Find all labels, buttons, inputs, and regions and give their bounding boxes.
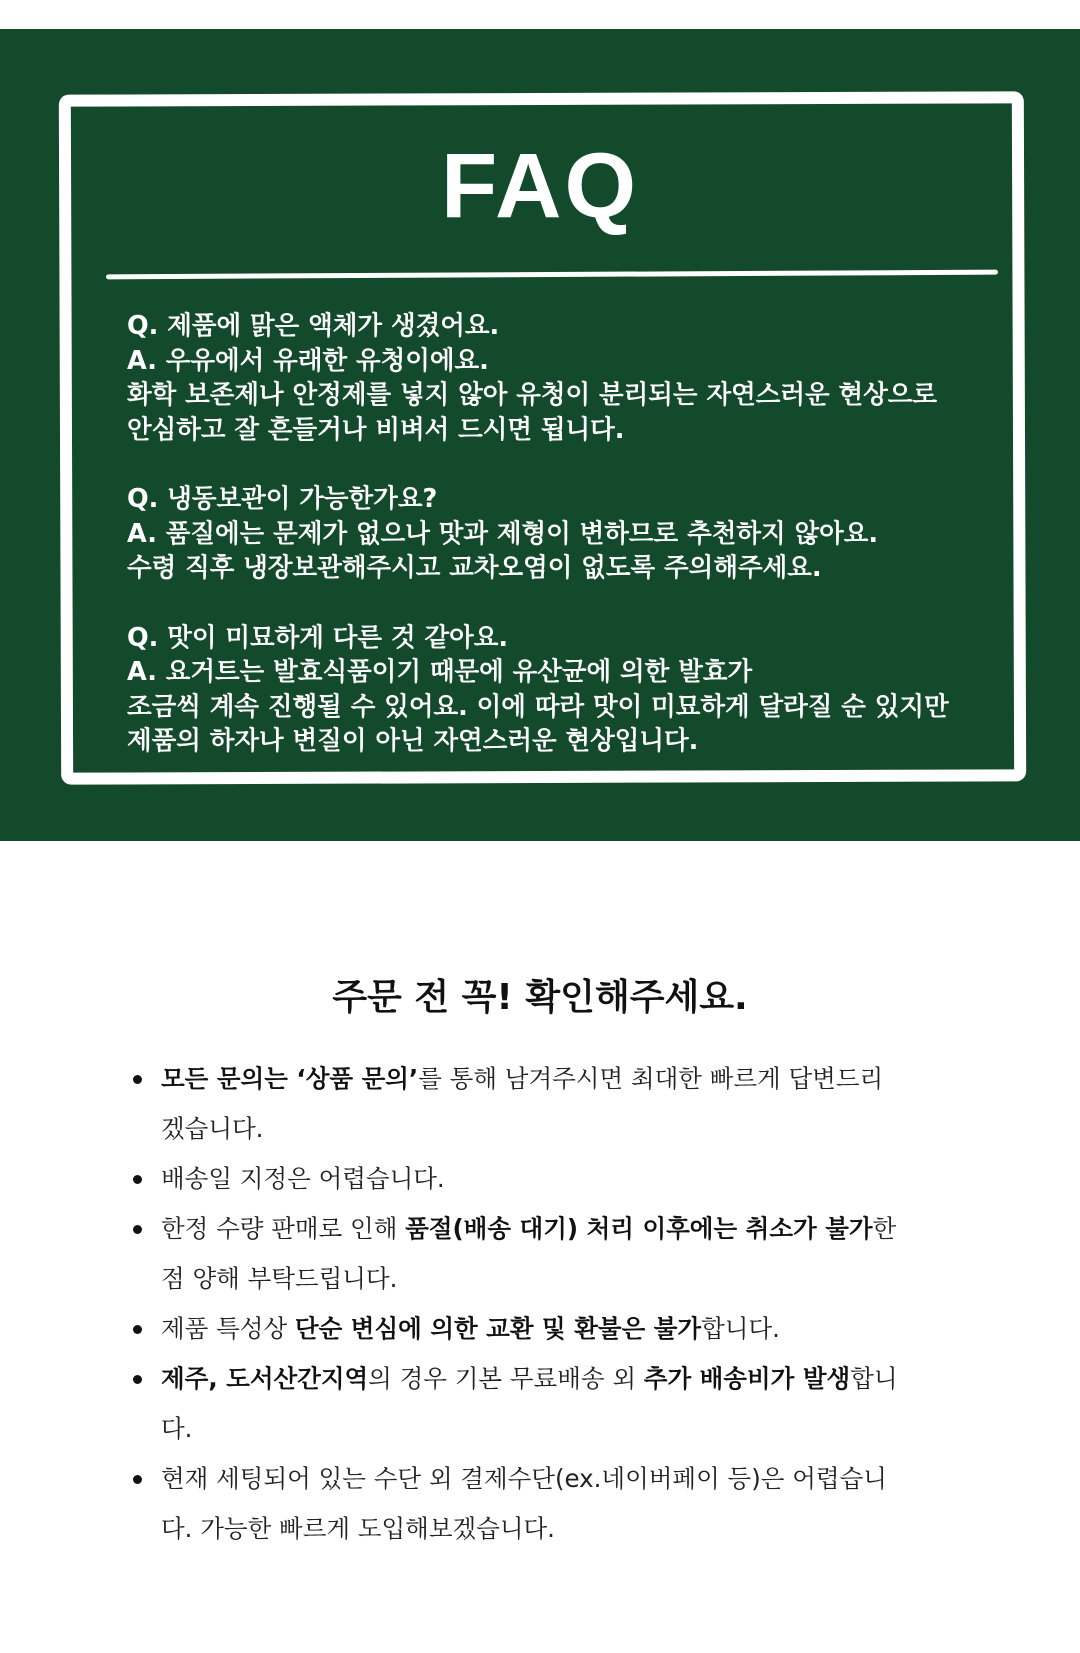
bullet-icon	[133, 1325, 142, 1334]
notice-text: 합니다.	[701, 1314, 780, 1343]
faq-title: FAQ	[440, 135, 640, 237]
bullet-icon	[133, 1375, 142, 1384]
notice-list	[131, 1054, 971, 1554]
faq-answer: A. 우유에서 유래한 유청이에요.	[127, 345, 489, 376]
faq-answer: A. 요거트는 발효식품이기 때문에 유산균에 의한 발효가	[127, 657, 753, 687]
bullet-icon	[133, 1075, 142, 1084]
notice-item	[131, 1354, 971, 1454]
faq-question: Q. 맛이 미묘하게 다른 것 같아요.	[127, 622, 509, 653]
faq-question: Q. 냉동보관이 가능한가요?	[127, 484, 438, 514]
notice-text: 다.	[161, 1414, 193, 1443]
faq-panel	[0, 29, 1080, 841]
faq-item	[127, 621, 1007, 759]
notice-text: 다. 가능한 빠르게 도입해보겠습니다.	[161, 1514, 555, 1543]
faq-body	[127, 309, 1007, 794]
notice-emphasis: 제주, 도서산간지역	[161, 1364, 369, 1393]
bullet-icon	[133, 1475, 142, 1484]
faq-item	[127, 309, 1007, 447]
faq-answer-line: 조금씩 계속 진행될 수 있어요. 이에 따라 맛이 미묘하게 달라질 순 있지만	[127, 691, 949, 722]
notice-text: 를 통해 남겨주시면 최대한 빠르게 답변드리	[418, 1064, 884, 1093]
notice-text: 현재 세팅되어 있는 수단 외 결제수단(ex.네이버페이 등)은 어렵습니	[161, 1464, 887, 1493]
faq-answer-line: 화학 보존제나 안정제를 넣지 않아 유청이 분리되는 자연스러운 현상으로	[127, 380, 938, 410]
faq-answer-line: 안심하고 잘 흔들거나 비벼서 드시면 됩니다.	[127, 414, 625, 445]
notice-emphasis: 품절(배송 대기) 처리 이후에는 취소가 불가	[405, 1214, 873, 1243]
faq-answer-line: 수령 직후 냉장보관해주시고 교차오염이 없도록 주의해주세요.	[127, 553, 822, 583]
faq-item	[127, 482, 1007, 586]
faq-question: Q. 제품에 맑은 액체가 생겼어요.	[127, 311, 500, 341]
bullet-icon	[133, 1175, 142, 1184]
notice-text: 제품 특성상	[161, 1314, 295, 1343]
notice-item	[131, 1454, 971, 1554]
notice-text: 겠습니다.	[161, 1114, 264, 1143]
notice-item	[131, 1204, 971, 1304]
notice-emphasis: 단순 변심에 의한 교환 및 환불은 불가	[294, 1314, 702, 1343]
notice-text: 의 경우 기본 무료배송 외	[368, 1364, 644, 1393]
faq-answer-line: 제품의 하자나 변질이 아닌 자연스러운 현상입니다.	[127, 726, 699, 756]
notice-text: 배송일 지정은 어렵습니다.	[161, 1164, 445, 1193]
notice-text: 한정 수량 판매로 인해	[161, 1214, 406, 1243]
notice-item	[131, 1154, 971, 1204]
notice-text: 한	[872, 1214, 897, 1243]
bullet-icon	[133, 1225, 142, 1234]
notice-emphasis: 모든 문의는 ‘상품 문의’	[161, 1064, 419, 1093]
notice-title: 주문 전 꼭! 확인해주세요.	[332, 976, 748, 1018]
faq-answer: A. 품질에는 문제가 없으나 맛과 제형이 변하므로 추천하지 않아요.	[127, 518, 879, 549]
notice-text: 합니	[850, 1364, 898, 1393]
notice-text: 점 양해 부탁드립니다.	[161, 1264, 398, 1293]
notice-item	[131, 1304, 971, 1354]
notice-item	[131, 1054, 971, 1154]
notice-emphasis: 추가 배송비가 발생	[643, 1364, 851, 1393]
